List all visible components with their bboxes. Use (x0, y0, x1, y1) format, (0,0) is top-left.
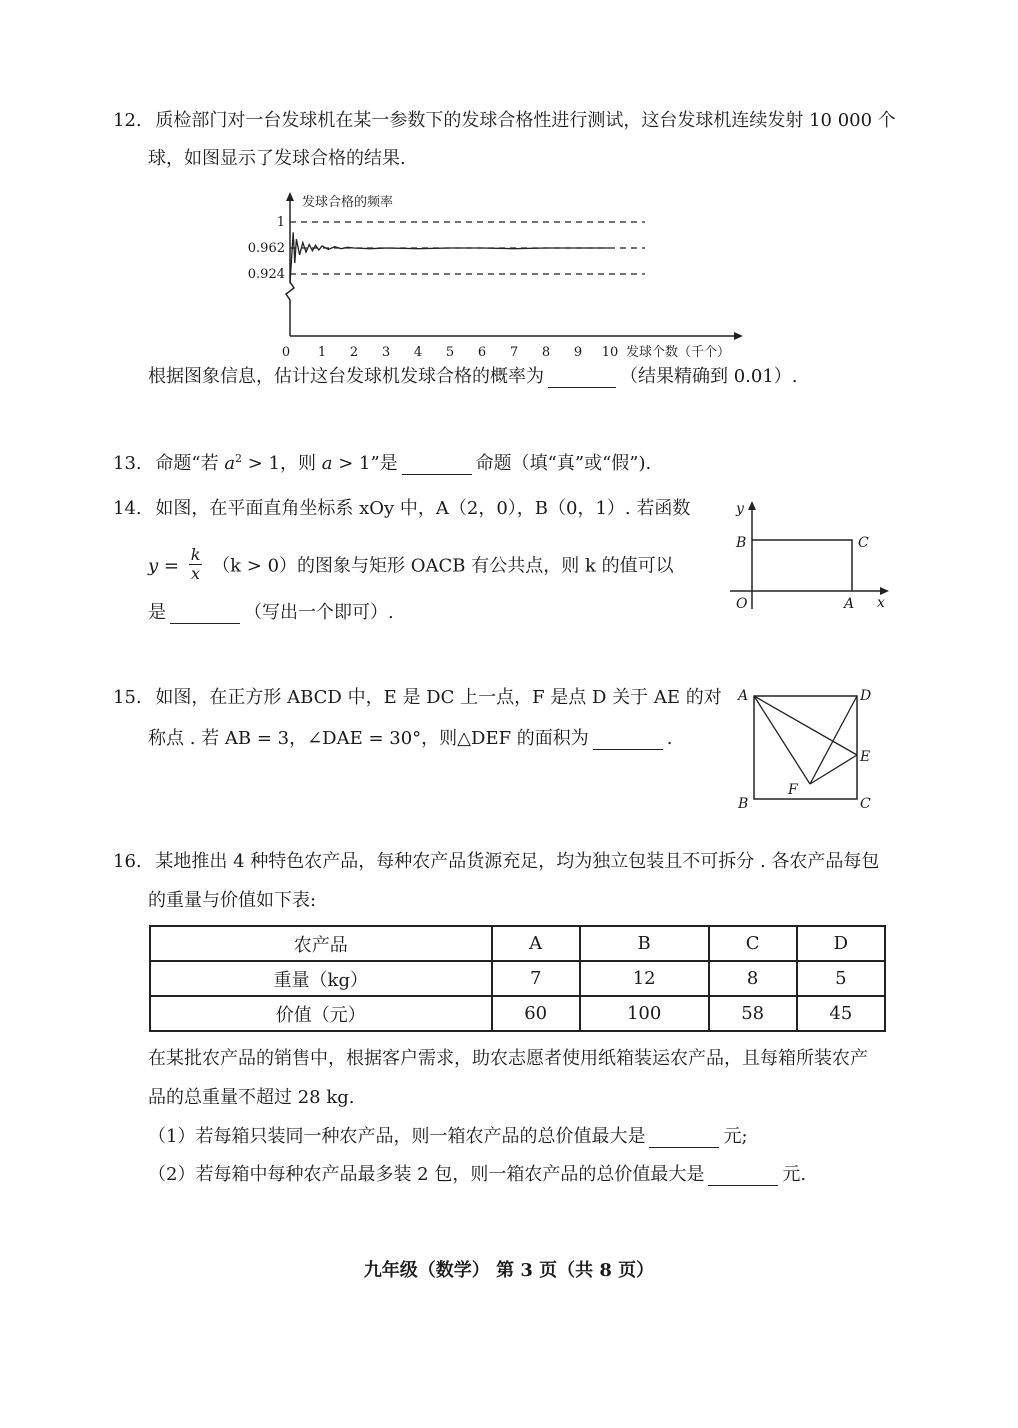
q16-line3: 在某批农产品的销售中，根据客户需求，助农志愿者使用纸箱装运农产品，且每箱所装农产 (148, 1048, 868, 1069)
table-cell: 58 (709, 996, 797, 1031)
q16-sub2-prefix: （2）若每箱中每种农产品最多装 2 包，则一箱农产品的总价值最大是 (148, 1164, 705, 1185)
chart-x-tick-label: 0 (281, 345, 291, 360)
q14-label-C: C (858, 535, 869, 551)
q15-label-E: E (860, 749, 871, 765)
q14-line3-suffix: （写出一个即可）. (244, 602, 394, 623)
q14-line1 (113, 498, 690, 520)
table-header-cell: C (709, 926, 797, 961)
q14-y-arrow (748, 501, 756, 510)
q14-text2: （k > 0）的图象与矩形 OACB 有公共点，则 k 的值可以 (212, 555, 674, 577)
q13-number: 13. (113, 453, 142, 474)
table-header-cell: B (580, 926, 709, 961)
q12-answer-suffix: （结果精确到 0.01）. (620, 366, 798, 387)
chart-y-label: 发球合格的频率 (302, 195, 394, 210)
q14-label-B: B (736, 535, 747, 551)
q15-figure (730, 684, 880, 814)
q13-part4: 命题（填“真”或“假”). (475, 453, 652, 474)
q12-line1 (113, 110, 896, 132)
q13-part1: 命题“若 (155, 453, 225, 474)
chart-y-arrow (286, 192, 294, 201)
chart-x-tick-label: 1 (317, 345, 327, 360)
chart-x-tick-label: 7 (509, 345, 519, 360)
q14-line3-prefix: 是 (148, 602, 166, 623)
chart-y-tick-label: 0.924 (247, 267, 285, 282)
chart-x-tick-label: 9 (573, 345, 583, 360)
q15-number: 15. (113, 687, 142, 708)
q14-line3 (148, 602, 394, 624)
q14-line2 (148, 545, 674, 585)
q15-label-C: C (860, 796, 871, 812)
page-footer: 九年级（数学） 第 3 页（共 8 页） (363, 1260, 655, 1281)
q16-sub1-prefix: （1）若每箱只装同一种农产品，则一箱农产品的总价值最大是 (148, 1126, 646, 1147)
q16-number: 16. (113, 851, 142, 872)
table-cell: 价值（元） (150, 996, 492, 1031)
table-cell: 12 (580, 961, 709, 996)
produce-table (149, 925, 886, 1032)
table-cell: 8 (709, 961, 797, 996)
q15-label-A: A (738, 688, 749, 704)
table-header-row (150, 926, 885, 961)
q16-sub1 (148, 1126, 748, 1148)
q12-text1: 质检部门对一台发球机在某一参数下的发球合格性进行测试，这台发球机连续发射 10 000 个 (155, 110, 896, 131)
q15-label-F: F (788, 782, 798, 798)
q14-label-O: O (736, 596, 748, 612)
q13-line (113, 448, 651, 475)
chart-x-label: 发球个数（千个） (626, 345, 731, 360)
q15-label-B: B (738, 796, 749, 812)
table-header-cell: D (797, 926, 885, 961)
table-cell: 45 (797, 996, 885, 1031)
q15-line2-prefix: 称点 . 若 AB = 3，∠DAE = 30°，则△DEF 的面积为 (148, 728, 589, 749)
q12-answer-prefix: 根据图象信息，估计这台发球机发球合格的概率为 (148, 366, 544, 387)
table-header-cell: 农产品 (150, 926, 492, 961)
q16-sub2-suffix: 元. (782, 1164, 807, 1185)
q15-line2-suffix: . (666, 728, 673, 749)
q14-frac-den: x (191, 564, 201, 583)
table-row (150, 996, 885, 1031)
q13-part2: > 1，则 (242, 453, 322, 474)
chart-y-tick-label: 0.962 (247, 241, 285, 256)
q12-line2: 球，如图显示了发球合格的结果. (148, 148, 406, 169)
q16-sub1-suffix: 元; (723, 1126, 748, 1147)
q14-label-A: A (844, 596, 855, 612)
q14-label-y: y (736, 501, 744, 517)
chart-y-tick-label: 1 (276, 215, 285, 230)
chart-x-tick-label: 5 (445, 345, 455, 360)
q16-line2: 的重量与价值如下表: (148, 890, 317, 911)
q13-answer-blank[interactable] (402, 456, 472, 475)
q14-y-eq: y = (148, 555, 179, 577)
table-cell: 7 (492, 961, 580, 996)
chart-x-tick-label: 3 (381, 345, 391, 360)
table-cell: 5 (797, 961, 885, 996)
q15-seg-AF (754, 696, 810, 784)
q13-var-a2: a (321, 453, 333, 474)
q15-line1 (113, 687, 722, 709)
q15-text1: 如图，在正方形 ABCD 中，E 是 DC 上一点，F 是点 D 关于 AE 的对 (155, 687, 722, 708)
q13-sup: 2 (235, 452, 243, 465)
table-row (150, 961, 885, 996)
chart-x-tick-label: 8 (541, 345, 551, 360)
chart-x-tick-label: 2 (349, 345, 359, 360)
frequency-chart (230, 188, 760, 360)
q13-var-a: a (224, 453, 236, 474)
q15-answer-blank[interactable] (593, 731, 663, 750)
q12-answer-line (148, 366, 798, 388)
q14-number: 14. (113, 498, 142, 519)
q16-line1 (113, 851, 879, 873)
table-cell: 60 (492, 996, 580, 1031)
q14-frac-num: k (190, 545, 201, 564)
q15-line2 (148, 728, 673, 750)
chart-x-arrow (734, 332, 743, 340)
q15-label-D: D (860, 688, 872, 704)
table-cell: 重量（kg） (150, 961, 492, 996)
q16-sub2-blank[interactable] (708, 1167, 778, 1186)
q14-label-x: x (877, 595, 885, 611)
q16-sub1-blank[interactable] (649, 1129, 719, 1148)
q14-text1: 如图，在平面直角坐标系 xOy 中，A（2，0），B（0，1）. 若函数 (155, 498, 691, 519)
table-cell: 100 (580, 996, 709, 1031)
q14-fraction (189, 546, 203, 583)
chart-x-tick-label: 6 (477, 345, 487, 360)
q14-x-arrow (880, 587, 889, 595)
q14-figure (722, 496, 892, 616)
table-header-cell: A (492, 926, 580, 961)
q12-number: 12. (113, 110, 142, 131)
chart-x-tick-label: 4 (413, 345, 423, 360)
q16-sub2 (148, 1164, 806, 1186)
q13-part3: > 1”是 (332, 453, 398, 474)
chart-y-axis (286, 198, 294, 336)
chart-x-tick-label: 10 (601, 345, 619, 360)
q15-seg-DF (810, 696, 857, 784)
q15-square (754, 696, 857, 799)
chart-series-line (290, 232, 610, 283)
q14-rectangle (752, 540, 852, 591)
q14-answer-blank[interactable] (170, 605, 240, 624)
q16-text1: 某地推出 4 种特色农产品，每种农产品货源充足，均为独立包装且不可拆分 . 各农产品每包 (155, 851, 880, 872)
q12-answer-blank[interactable] (548, 369, 616, 388)
q16-line4: 品的总重量不超过 28 kg. (148, 1087, 355, 1108)
